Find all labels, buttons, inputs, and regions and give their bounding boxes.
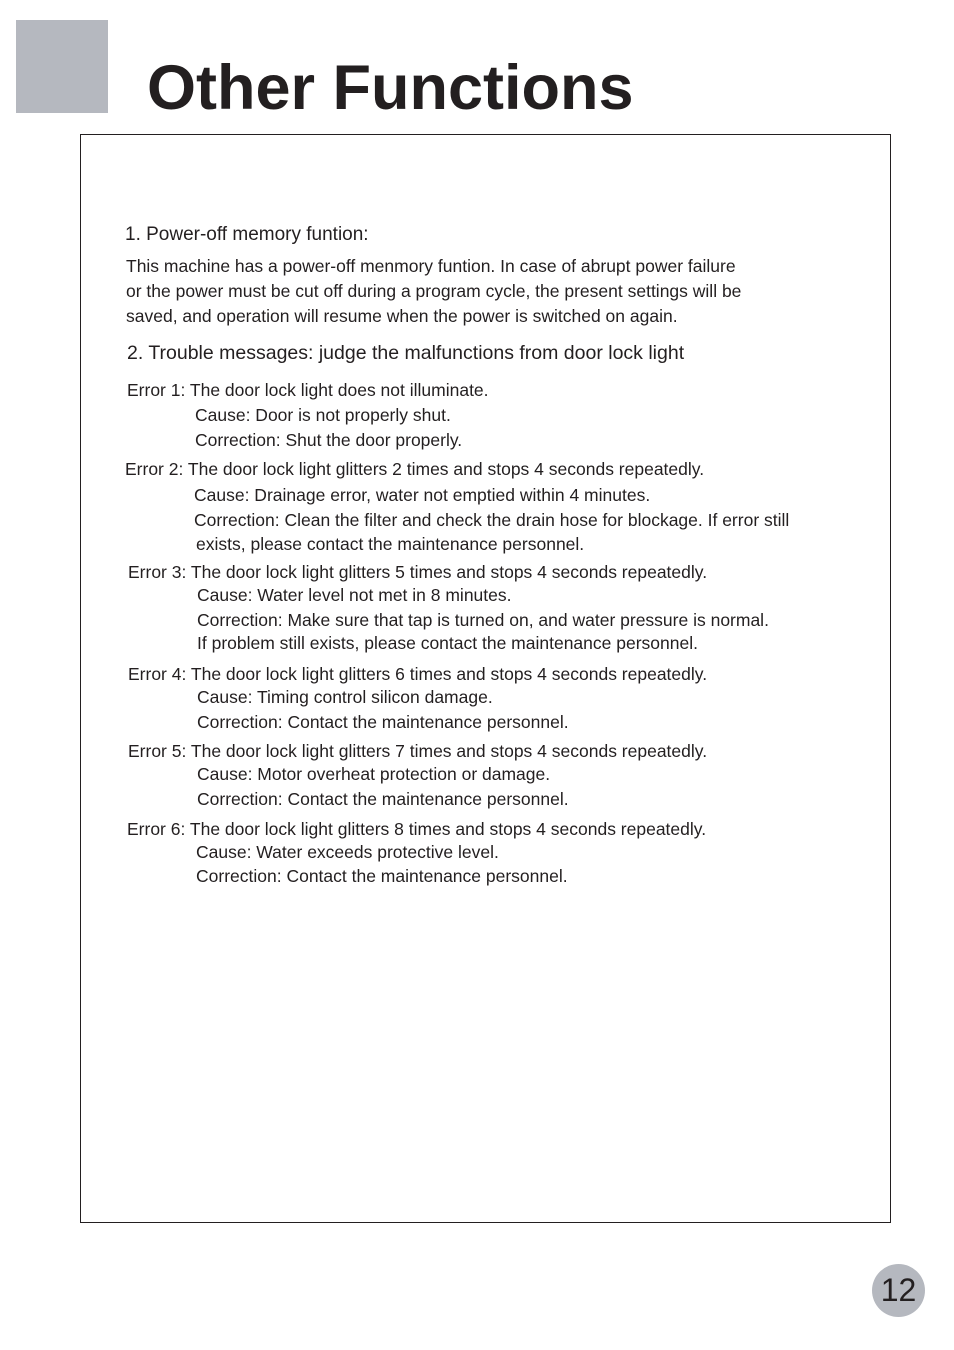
error-3-correction-cont: If problem still exists, please contact the maintenance personnel. xyxy=(197,633,698,653)
error-2-correction-cont: exists, please contact the maintenance personnel. xyxy=(196,534,585,554)
error-3-title: Error 3: The door lock light glitters 5 times and stops 4 seconds repeatedly. xyxy=(128,562,708,582)
error-3-correction: Correction: Make sure that tap is turned on, and water pressure is normal. xyxy=(197,610,769,630)
error-4-title: Error 4: The door lock light glitters 6 times and stops 4 seconds repeatedly. xyxy=(128,664,708,684)
section1-heading: 1. Power-off memory funtion: xyxy=(125,224,369,245)
error-5-correction: Correction: Contact the maintenance personnel. xyxy=(197,789,569,809)
section1-line: or the power must be cut off during a program cycle, the present settings will be xyxy=(126,281,742,301)
section1-line: saved, and operation will resume when the power is switched on again. xyxy=(126,306,678,326)
corner-decoration-block xyxy=(16,20,108,113)
error-6-title: Error 6: The door lock light glitters 8 times and stops 4 seconds repeatedly. xyxy=(127,819,707,839)
error-5-title: Error 5: The door lock light glitters 7 times and stops 4 seconds repeatedly. xyxy=(128,741,708,761)
error-6-correction: Correction: Contact the maintenance personnel. xyxy=(196,866,568,886)
error-4-correction: Correction: Contact the maintenance personnel. xyxy=(197,712,569,732)
error-6-cause: Cause: Water exceeds protective level. xyxy=(196,842,499,862)
section2-heading: 2. Trouble messages: judge the malfunctions from door lock light xyxy=(127,342,685,364)
error-3-cause: Cause: Water level not met in 8 minutes. xyxy=(197,585,512,605)
error-1-correction: Correction: Shut the door properly. xyxy=(195,430,463,450)
error-1-cause: Cause: Door is not properly shut. xyxy=(195,405,451,425)
error-2-correction: Correction: Clean the filter and check the drain hose for blockage. If error still xyxy=(194,510,790,530)
page-title: Other Functions xyxy=(147,53,634,123)
error-5-cause: Cause: Motor overheat protection or damage. xyxy=(197,764,551,784)
error-2-title: Error 2: The door lock light glitters 2 times and stops 4 seconds repeatedly. xyxy=(125,459,705,479)
error-2-cause: Cause: Drainage error, water not emptied within 4 minutes. xyxy=(194,485,651,505)
error-1-title: Error 1: The door lock light does not illuminate. xyxy=(127,380,489,400)
page-number: 12 xyxy=(872,1264,925,1317)
error-4-cause: Cause: Timing control silicon damage. xyxy=(197,687,493,707)
section1-line: This machine has a power-off menmory funtion. In case of abrupt power failure xyxy=(126,256,736,276)
